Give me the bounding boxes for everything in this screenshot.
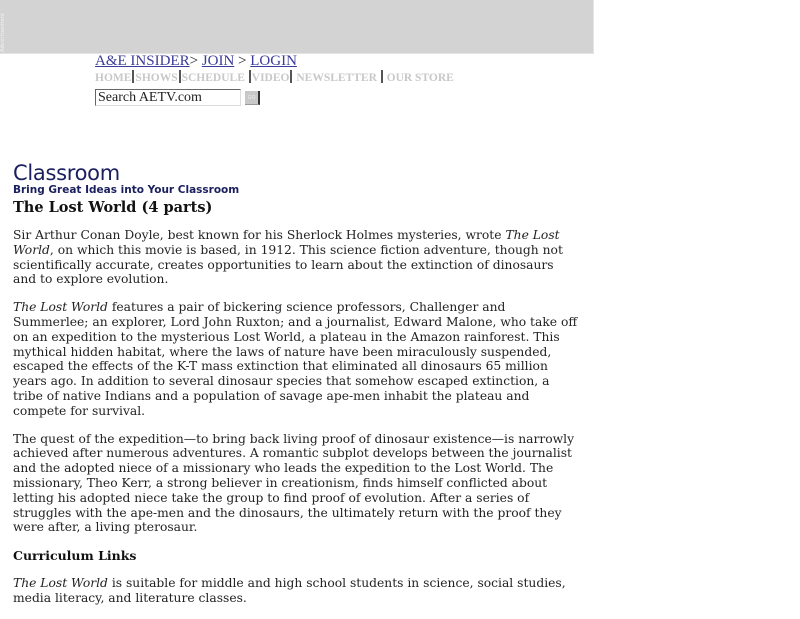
text: features a pair of bickering science professors, Challenger and Summerlee; an explorer, Lord John Ruxton; and a journalist, Edward Malone, who take off on an expedition to the mysterious Lost World, a plateau in the Amazon rainforest. This mythical hidden habitat, where the laws of nature have been miraculously suspended, escaped the effects of the K-T mass extinction that eliminated all dinosaurs 65 million years ago. In addition to several dinosaur species that somehow escaped extinction, a tribe of native Indians and a population of savage ape-men inhabit the plateau and compete for survival. xyxy=(13,300,578,418)
breadcrumb-ae-insider-link[interactable]: A&E INSIDER xyxy=(95,53,190,69)
breadcrumb-separator: > xyxy=(189,53,199,69)
article-paragraph-2 xyxy=(13,300,578,418)
article-title: The Lost World (4 parts) xyxy=(13,199,213,216)
nav-newsletter-link[interactable]: NEWSLETTER xyxy=(296,72,377,84)
article-paragraph-4 xyxy=(13,576,578,606)
nav-divider xyxy=(381,70,383,83)
breadcrumb-join-link[interactable]: JOIN xyxy=(201,53,235,69)
breadcrumb-login-link[interactable]: LOGIN xyxy=(250,53,297,69)
nav-divider xyxy=(179,70,181,83)
nav-divider xyxy=(290,70,292,83)
curriculum-links-heading: Curriculum Links xyxy=(13,548,137,564)
advertisement-label xyxy=(0,0,6,53)
nav-divider xyxy=(249,70,251,83)
search-form xyxy=(95,89,454,106)
section-title: Classroom xyxy=(13,161,120,185)
nav-our-store-link[interactable]: OUR STORE xyxy=(386,72,454,84)
nav-schedule-link[interactable]: SCHEDULE xyxy=(181,72,245,84)
article-paragraph-1 xyxy=(13,228,578,287)
search-input[interactable] xyxy=(95,89,241,106)
book-title: The Lost World xyxy=(13,228,560,257)
article-paragraph-3: The quest of the expedition—to bring back living proof of dinosaur existence—is narrowly achieved after numerous adventures. A romantic subplot develops between the journalist and the adopted niece of a missionary who leads the expedition to the Lost World. The missionary, Theo Kerr, a strong believer in creationism, finds himself conflicted about letting his adopted niece take the group to find proof of evolution. After a series of struggles with the ape-men and the dinosaurs, the ultimately return with the proof they were after, a living pterosaur. xyxy=(13,431,575,535)
breadcrumb-separator: > xyxy=(238,53,247,69)
book-title: The Lost World xyxy=(13,576,108,591)
book-title: The Lost World xyxy=(13,300,108,315)
advertisement-label-text: Advertisement xyxy=(0,12,6,52)
article-content xyxy=(13,199,578,619)
nav-home-link[interactable]: HOME xyxy=(95,72,132,84)
text: is suitable for middle and high school students in science, social studies, media literacy, and literature classes. xyxy=(13,576,566,605)
search-go-button[interactable]: GO xyxy=(245,91,260,105)
text: , on which this movie is based, in 1912. This science fiction adventure, though not scientifically accurate, creates opportunities to learn about the extinction of dinosaurs and to explore evolution. xyxy=(13,242,563,287)
classroom-section-header xyxy=(13,162,239,196)
text: Sir Arthur Conan Doyle, best known for his Sherlock Holmes mysteries, wrote xyxy=(13,228,506,242)
advertisement-banner[interactable] xyxy=(0,0,594,54)
breadcrumb xyxy=(95,53,454,69)
site-header xyxy=(95,53,454,106)
nav-shows-link[interactable]: SHOWS xyxy=(135,72,178,84)
nav-video-link[interactable]: VIDEO xyxy=(251,72,290,84)
main-nav xyxy=(95,70,454,85)
section-tagline: Bring Great Ideas into Your Classroom xyxy=(13,184,240,196)
